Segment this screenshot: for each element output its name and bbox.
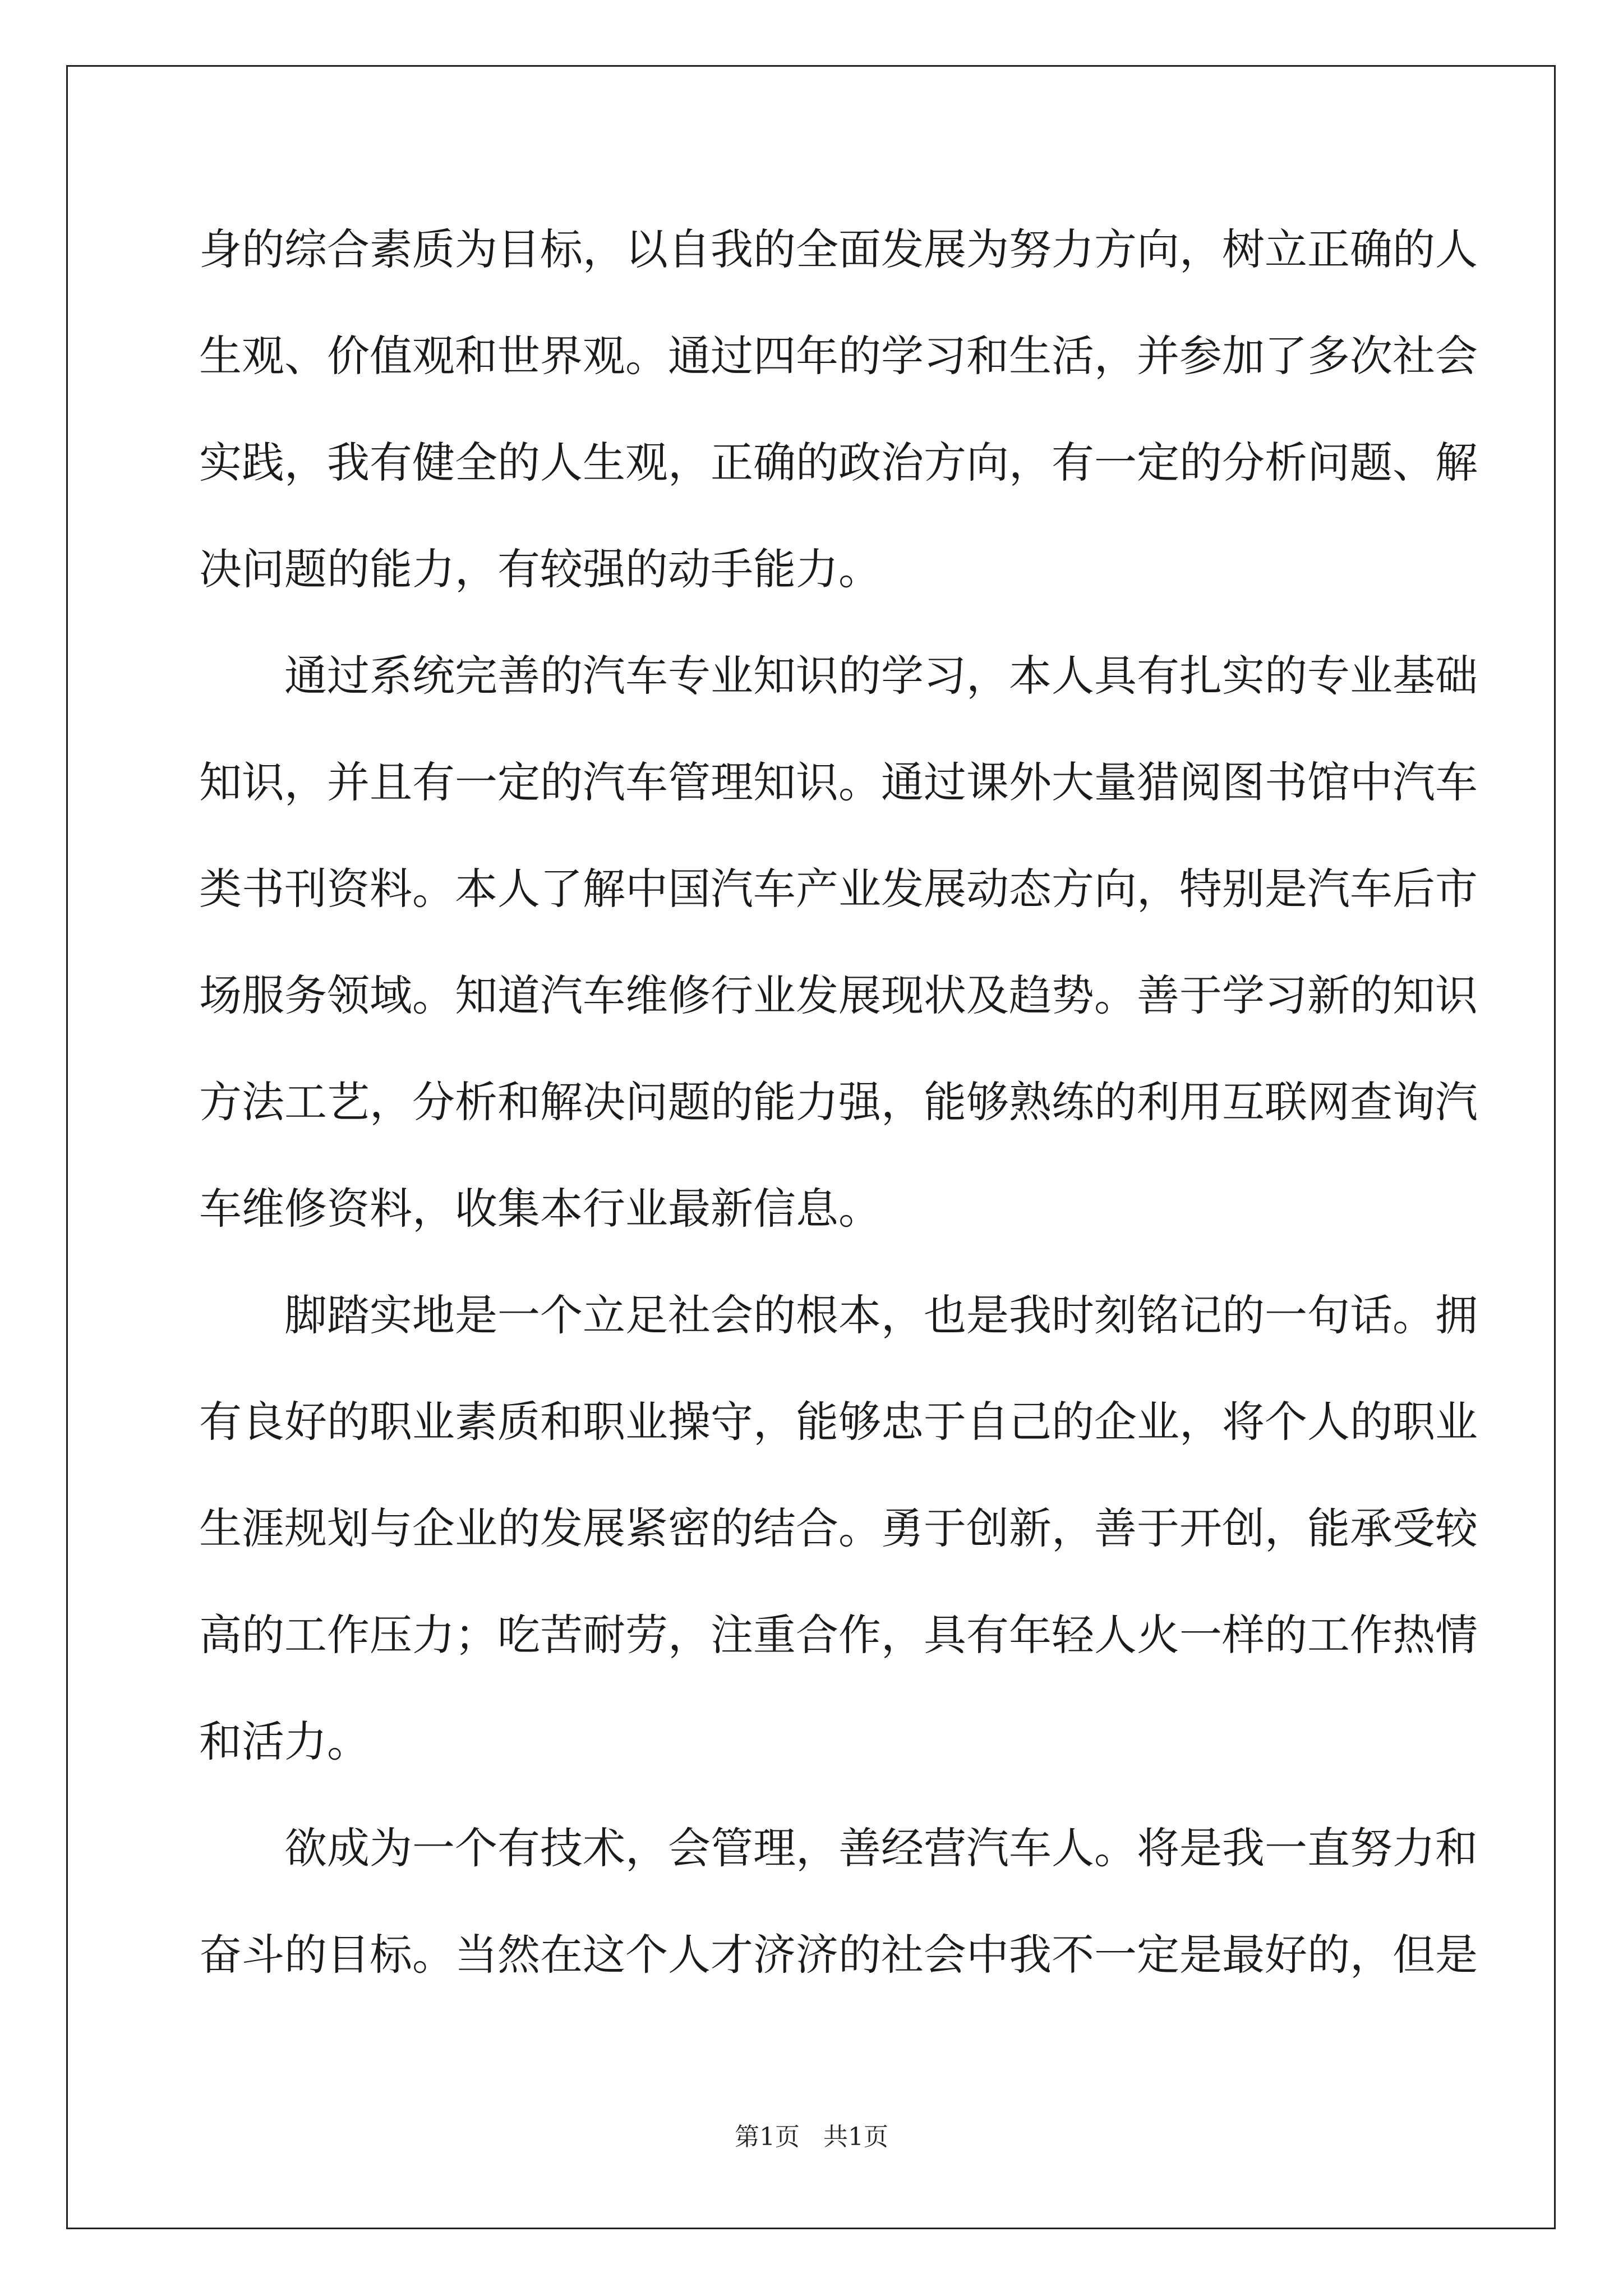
text-line: 车维修资料，收集本行业最新信息。: [199, 1184, 881, 1234]
text-line: 知识，并且有一定的汽车管理知识。通过课外大量猎阅图书馆中汽车: [199, 757, 1478, 807]
text-line: 有良好的职业素质和职业操守，能够忠于自己的企业，将个人的职业: [199, 1397, 1478, 1447]
text-line: 生观、价值观和世界观。通过四年的学习和生活，并参加了多次社会: [199, 331, 1478, 381]
paragraph-start-line: 通过系统完善的汽车专业知识的学习，本人具有扎实的专业基础: [284, 651, 1478, 701]
paragraph-start-line: 欲成为一个有技术，会管理，善经营汽车人。将是我一直努力和: [284, 1823, 1478, 1873]
paragraph-start-line: 脚踏实地是一个立足社会的根本，也是我时刻铭记的一句话。拥: [284, 1290, 1478, 1340]
text-line: 身的综合素质为目标，以自我的全面发展为努力方向，树立正确的人: [199, 224, 1478, 274]
page-footer: [0, 2120, 1623, 2154]
text-line: 生涯规划与企业的发展紧密的结合。勇于创新，善于开创，能承受较: [199, 1503, 1478, 1553]
text-line: 类书刊资料。本人了解中国汽车产业发展动态方向，特别是汽车后市: [199, 864, 1478, 914]
text-line: 高的工作压力；吃苦耐劳，注重合作，具有年轻人火一样的工作热情: [199, 1610, 1478, 1660]
text-line: 场服务领域。知道汽车维修行业发展现状及趋势。善于学习新的知识: [199, 970, 1478, 1020]
text-line: 决问题的能力，有较强的动手能力。: [199, 544, 881, 594]
page-number: 第1页: [735, 2123, 800, 2151]
document-body: [199, 210, 1478, 2022]
text-line: 实践，我有健全的人生观，正确的政治方向，有一定的分析问题、解: [199, 438, 1478, 487]
text-line: 和活力。: [199, 1717, 370, 1766]
text-line: 方法工艺，分析和解决问题的能力强，能够熟练的利用互联网查询汽: [199, 1077, 1478, 1127]
page-total: 共1页: [823, 2123, 888, 2151]
text-line: 奋斗的目标。当然在这个人才济济的社会中我不一定是最好的，但是: [199, 1930, 1478, 1980]
